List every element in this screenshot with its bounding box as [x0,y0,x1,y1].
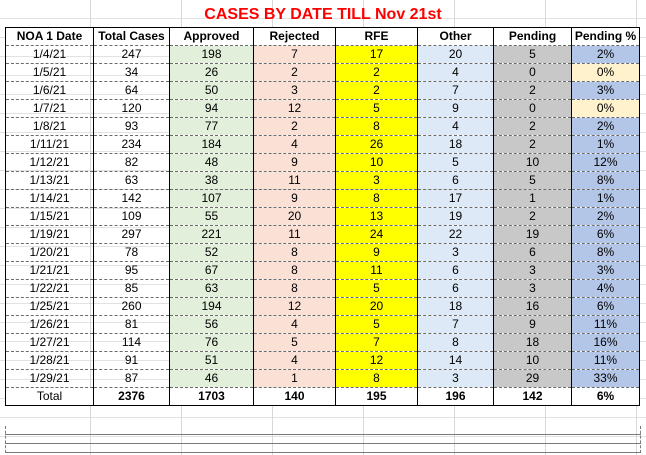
cell-date[interactable]: 1/22/21 [6,280,94,298]
cell-total-cases[interactable]: 247 [94,46,170,64]
totals-row [6,388,640,406]
table-row [6,208,640,226]
cell-rfe[interactable]: 8 [336,118,418,136]
cell-pending-pct[interactable]: 16% [572,334,640,352]
cell-rfe[interactable]: 10 [336,154,418,172]
cell-total-cases[interactable]: 120 [94,100,170,118]
table-row [6,154,640,172]
column-header-date[interactable]: NOA 1 Date [6,28,94,46]
total-other[interactable]: 196 [418,388,494,406]
column-header-pending-pct[interactable]: Pending % [572,28,640,46]
cell-pending[interactable]: 0 [494,100,572,118]
cell-total-cases[interactable]: 93 [94,118,170,136]
cell-total-cases[interactable]: 95 [94,262,170,280]
column-header-pending[interactable]: Pending [494,28,572,46]
table-row [6,46,640,64]
cell-other[interactable]: 7 [418,316,494,334]
cell-rfe[interactable]: 8 [336,370,418,388]
cell-rfe[interactable]: 2 [336,82,418,100]
cell-pending[interactable]: 1 [494,190,572,208]
cell-total-cases[interactable]: 91 [94,352,170,370]
table-row [6,118,640,136]
cell-date[interactable]: 1/5/21 [6,64,94,82]
total-date[interactable]: Total [6,388,94,406]
table-row [6,100,640,118]
table-row [6,190,640,208]
cell-total-cases[interactable]: 78 [94,244,170,262]
cell-date[interactable]: 1/20/21 [6,244,94,262]
cell-rejected[interactable]: 11 [254,172,336,190]
cell-other[interactable]: 14 [418,352,494,370]
cell-other[interactable]: 6 [418,280,494,298]
column-header-total-cases[interactable]: Total Cases [94,28,170,46]
cell-rfe[interactable]: 13 [336,208,418,226]
cell-approved[interactable]: 26 [170,64,254,82]
cell-date[interactable]: 1/19/21 [6,226,94,244]
cell-pending[interactable]: 5 [494,172,572,190]
cell-date[interactable]: 1/4/21 [6,46,94,64]
cell-other[interactable]: 22 [418,226,494,244]
cell-pending-pct[interactable]: 2% [572,118,640,136]
cell-date[interactable]: 1/11/21 [6,136,94,154]
cell-rfe[interactable]: 5 [336,316,418,334]
total-pending[interactable]: 142 [494,388,572,406]
table-row [6,136,640,154]
cell-approved[interactable]: 94 [170,100,254,118]
cell-pending-pct[interactable]: 0% [572,64,640,82]
cell-rfe[interactable]: 9 [336,244,418,262]
empty-cells-area [5,426,641,453]
cell-pending[interactable]: 3 [494,262,572,280]
cell-rfe[interactable]: 5 [336,280,418,298]
cell-pending-pct[interactable]: 8% [572,244,640,262]
cell-rejected[interactable]: 2 [254,118,336,136]
cell-rfe[interactable]: 7 [336,334,418,352]
cell-pending-pct[interactable]: 12% [572,154,640,172]
cell-approved[interactable]: 184 [170,136,254,154]
cell-rfe[interactable]: 3 [336,172,418,190]
sheet-title: CASES BY DATE TILL Nov 21st [204,6,442,23]
cell-pending[interactable]: 3 [494,280,572,298]
cell-date[interactable]: 1/25/21 [6,298,94,316]
header-row [6,28,640,46]
cell-pending-pct[interactable]: 3% [572,262,640,280]
cell-pending-pct[interactable]: 1% [572,136,640,154]
cell-pending-pct[interactable]: 3% [572,82,640,100]
cell-rfe[interactable]: 5 [336,100,418,118]
cell-approved[interactable]: 107 [170,190,254,208]
table-row [6,280,640,298]
cell-date[interactable]: 1/12/21 [6,154,94,172]
total-rfe[interactable]: 195 [336,388,418,406]
cell-date[interactable]: 1/21/21 [6,262,94,280]
cell-rejected[interactable]: 3 [254,82,336,100]
cell-pending[interactable]: 18 [494,334,572,352]
cell-pending-pct[interactable]: 2% [572,208,640,226]
cell-other[interactable]: 18 [418,298,494,316]
cell-date[interactable]: 1/8/21 [6,118,94,136]
column-header-rfe[interactable]: RFE [336,28,418,46]
cell-other[interactable]: 20 [418,46,494,64]
cell-total-cases[interactable]: 82 [94,154,170,172]
table-row [6,262,640,280]
cell-other[interactable]: 4 [418,118,494,136]
cell-other[interactable]: 8 [418,334,494,352]
table-row [6,370,640,388]
cell-total-cases[interactable]: 64 [94,82,170,100]
cell-rejected[interactable]: 12 [254,100,336,118]
cell-total-cases[interactable]: 63 [94,172,170,190]
cell-approved[interactable]: 63 [170,280,254,298]
cell-rfe[interactable]: 12 [336,352,418,370]
cell-other[interactable]: 4 [418,64,494,82]
cell-other[interactable]: 9 [418,100,494,118]
table-row [6,316,640,334]
cell-rejected[interactable]: 4 [254,316,336,334]
cell-pending[interactable]: 2 [494,208,572,226]
cell-rejected[interactable]: 2 [254,64,336,82]
cell-approved[interactable]: 50 [170,82,254,100]
table-row [6,352,640,370]
cell-rejected[interactable]: 4 [254,352,336,370]
cell-rfe[interactable]: 24 [336,226,418,244]
table-row [6,82,640,100]
cell-pending[interactable]: 10 [494,154,572,172]
cell-other[interactable]: 17 [418,190,494,208]
cases-table [5,27,640,406]
cell-date[interactable]: 1/13/21 [6,172,94,190]
total-approved[interactable]: 1703 [170,388,254,406]
cell-rejected[interactable]: 20 [254,208,336,226]
cell-approved[interactable]: 67 [170,262,254,280]
cell-total-cases[interactable]: 142 [94,190,170,208]
cell-total-cases[interactable]: 114 [94,334,170,352]
cell-pending-pct[interactable]: 11% [572,352,640,370]
cell-date[interactable]: 1/28/21 [6,352,94,370]
cell-approved[interactable]: 198 [170,46,254,64]
cell-approved[interactable]: 77 [170,118,254,136]
total-total-cases[interactable]: 2376 [94,388,170,406]
cell-rejected[interactable]: 9 [254,190,336,208]
cell-approved[interactable]: 48 [170,154,254,172]
cell-rejected[interactable]: 4 [254,136,336,154]
cell-rfe[interactable]: 11 [336,262,418,280]
cell-date[interactable]: 1/15/21 [6,208,94,226]
cell-pending[interactable]: 2 [494,118,572,136]
cell-other[interactable]: 3 [418,370,494,388]
cell-approved[interactable]: 221 [170,226,254,244]
cell-rejected[interactable]: 8 [254,280,336,298]
table-row [6,64,640,82]
cell-other[interactable]: 5 [418,154,494,172]
cell-approved[interactable]: 194 [170,298,254,316]
cell-rfe[interactable]: 26 [336,136,418,154]
cell-approved[interactable]: 52 [170,244,254,262]
cell-approved[interactable]: 51 [170,352,254,370]
column-header-approved[interactable]: Approved [170,28,254,46]
cell-pending[interactable]: 2 [494,136,572,154]
table-row [6,244,640,262]
cell-pending[interactable]: 10 [494,352,572,370]
cell-pending[interactable]: 16 [494,298,572,316]
cell-total-cases[interactable]: 81 [94,316,170,334]
cell-other[interactable]: 6 [418,172,494,190]
cell-pending[interactable]: 19 [494,226,572,244]
cell-pending-pct[interactable]: 0% [572,100,640,118]
cell-total-cases[interactable]: 87 [94,370,170,388]
cell-other[interactable]: 6 [418,262,494,280]
column-header-rejected[interactable]: Rejected [254,28,336,46]
cell-pending[interactable]: 5 [494,46,572,64]
cell-pending-pct[interactable]: 4% [572,280,640,298]
cell-approved[interactable]: 46 [170,370,254,388]
cell-total-cases[interactable]: 260 [94,298,170,316]
cell-total-cases[interactable]: 297 [94,226,170,244]
cell-rfe[interactable]: 2 [336,64,418,82]
cell-rejected[interactable]: 11 [254,226,336,244]
cell-pending-pct[interactable]: 11% [572,316,640,334]
cell-approved[interactable]: 76 [170,334,254,352]
total-pending-pct[interactable]: 6% [572,388,640,406]
table-row [6,334,640,352]
cell-rejected[interactable]: 8 [254,244,336,262]
cell-total-cases[interactable]: 109 [94,208,170,226]
cell-other[interactable]: 3 [418,244,494,262]
cell-rfe[interactable]: 17 [336,46,418,64]
cell-rejected[interactable]: 7 [254,46,336,64]
cell-pending[interactable]: 2 [494,82,572,100]
table-row [6,172,640,190]
table-row [6,226,640,244]
cell-rfe[interactable]: 8 [336,190,418,208]
column-header-other[interactable]: Other [418,28,494,46]
cell-rejected[interactable]: 5 [254,334,336,352]
cell-pending[interactable]: 9 [494,316,572,334]
cell-date[interactable]: 1/6/21 [6,82,94,100]
cell-approved[interactable]: 38 [170,172,254,190]
cell-rejected[interactable]: 9 [254,154,336,172]
cell-pending-pct[interactable]: 2% [572,46,640,64]
cell-other[interactable]: 7 [418,82,494,100]
cell-other[interactable]: 18 [418,136,494,154]
cell-date[interactable]: 1/7/21 [6,100,94,118]
total-rejected[interactable]: 140 [254,388,336,406]
cell-pending-pct[interactable]: 8% [572,172,640,190]
cell-approved[interactable]: 55 [170,208,254,226]
cell-other[interactable]: 19 [418,208,494,226]
table-row [6,298,640,316]
cell-pending-pct[interactable]: 6% [572,226,640,244]
cell-pending[interactable]: 29 [494,370,572,388]
cell-pending-pct[interactable]: 33% [572,370,640,388]
cell-rejected[interactable]: 12 [254,298,336,316]
cell-pending[interactable]: 0 [494,64,572,82]
cell-pending-pct[interactable]: 6% [572,298,640,316]
cell-date[interactable]: 1/26/21 [6,316,94,334]
cell-pending-pct[interactable]: 1% [572,190,640,208]
cell-rejected[interactable]: 8 [254,262,336,280]
cell-rejected[interactable]: 1 [254,370,336,388]
cell-total-cases[interactable]: 85 [94,280,170,298]
cell-rfe[interactable]: 20 [336,298,418,316]
cell-pending[interactable]: 6 [494,244,572,262]
cell-date[interactable]: 1/29/21 [6,370,94,388]
cell-approved[interactable]: 56 [170,316,254,334]
cell-total-cases[interactable]: 234 [94,136,170,154]
cell-date[interactable]: 1/14/21 [6,190,94,208]
cell-date[interactable]: 1/27/21 [6,334,94,352]
cell-total-cases[interactable]: 34 [94,64,170,82]
